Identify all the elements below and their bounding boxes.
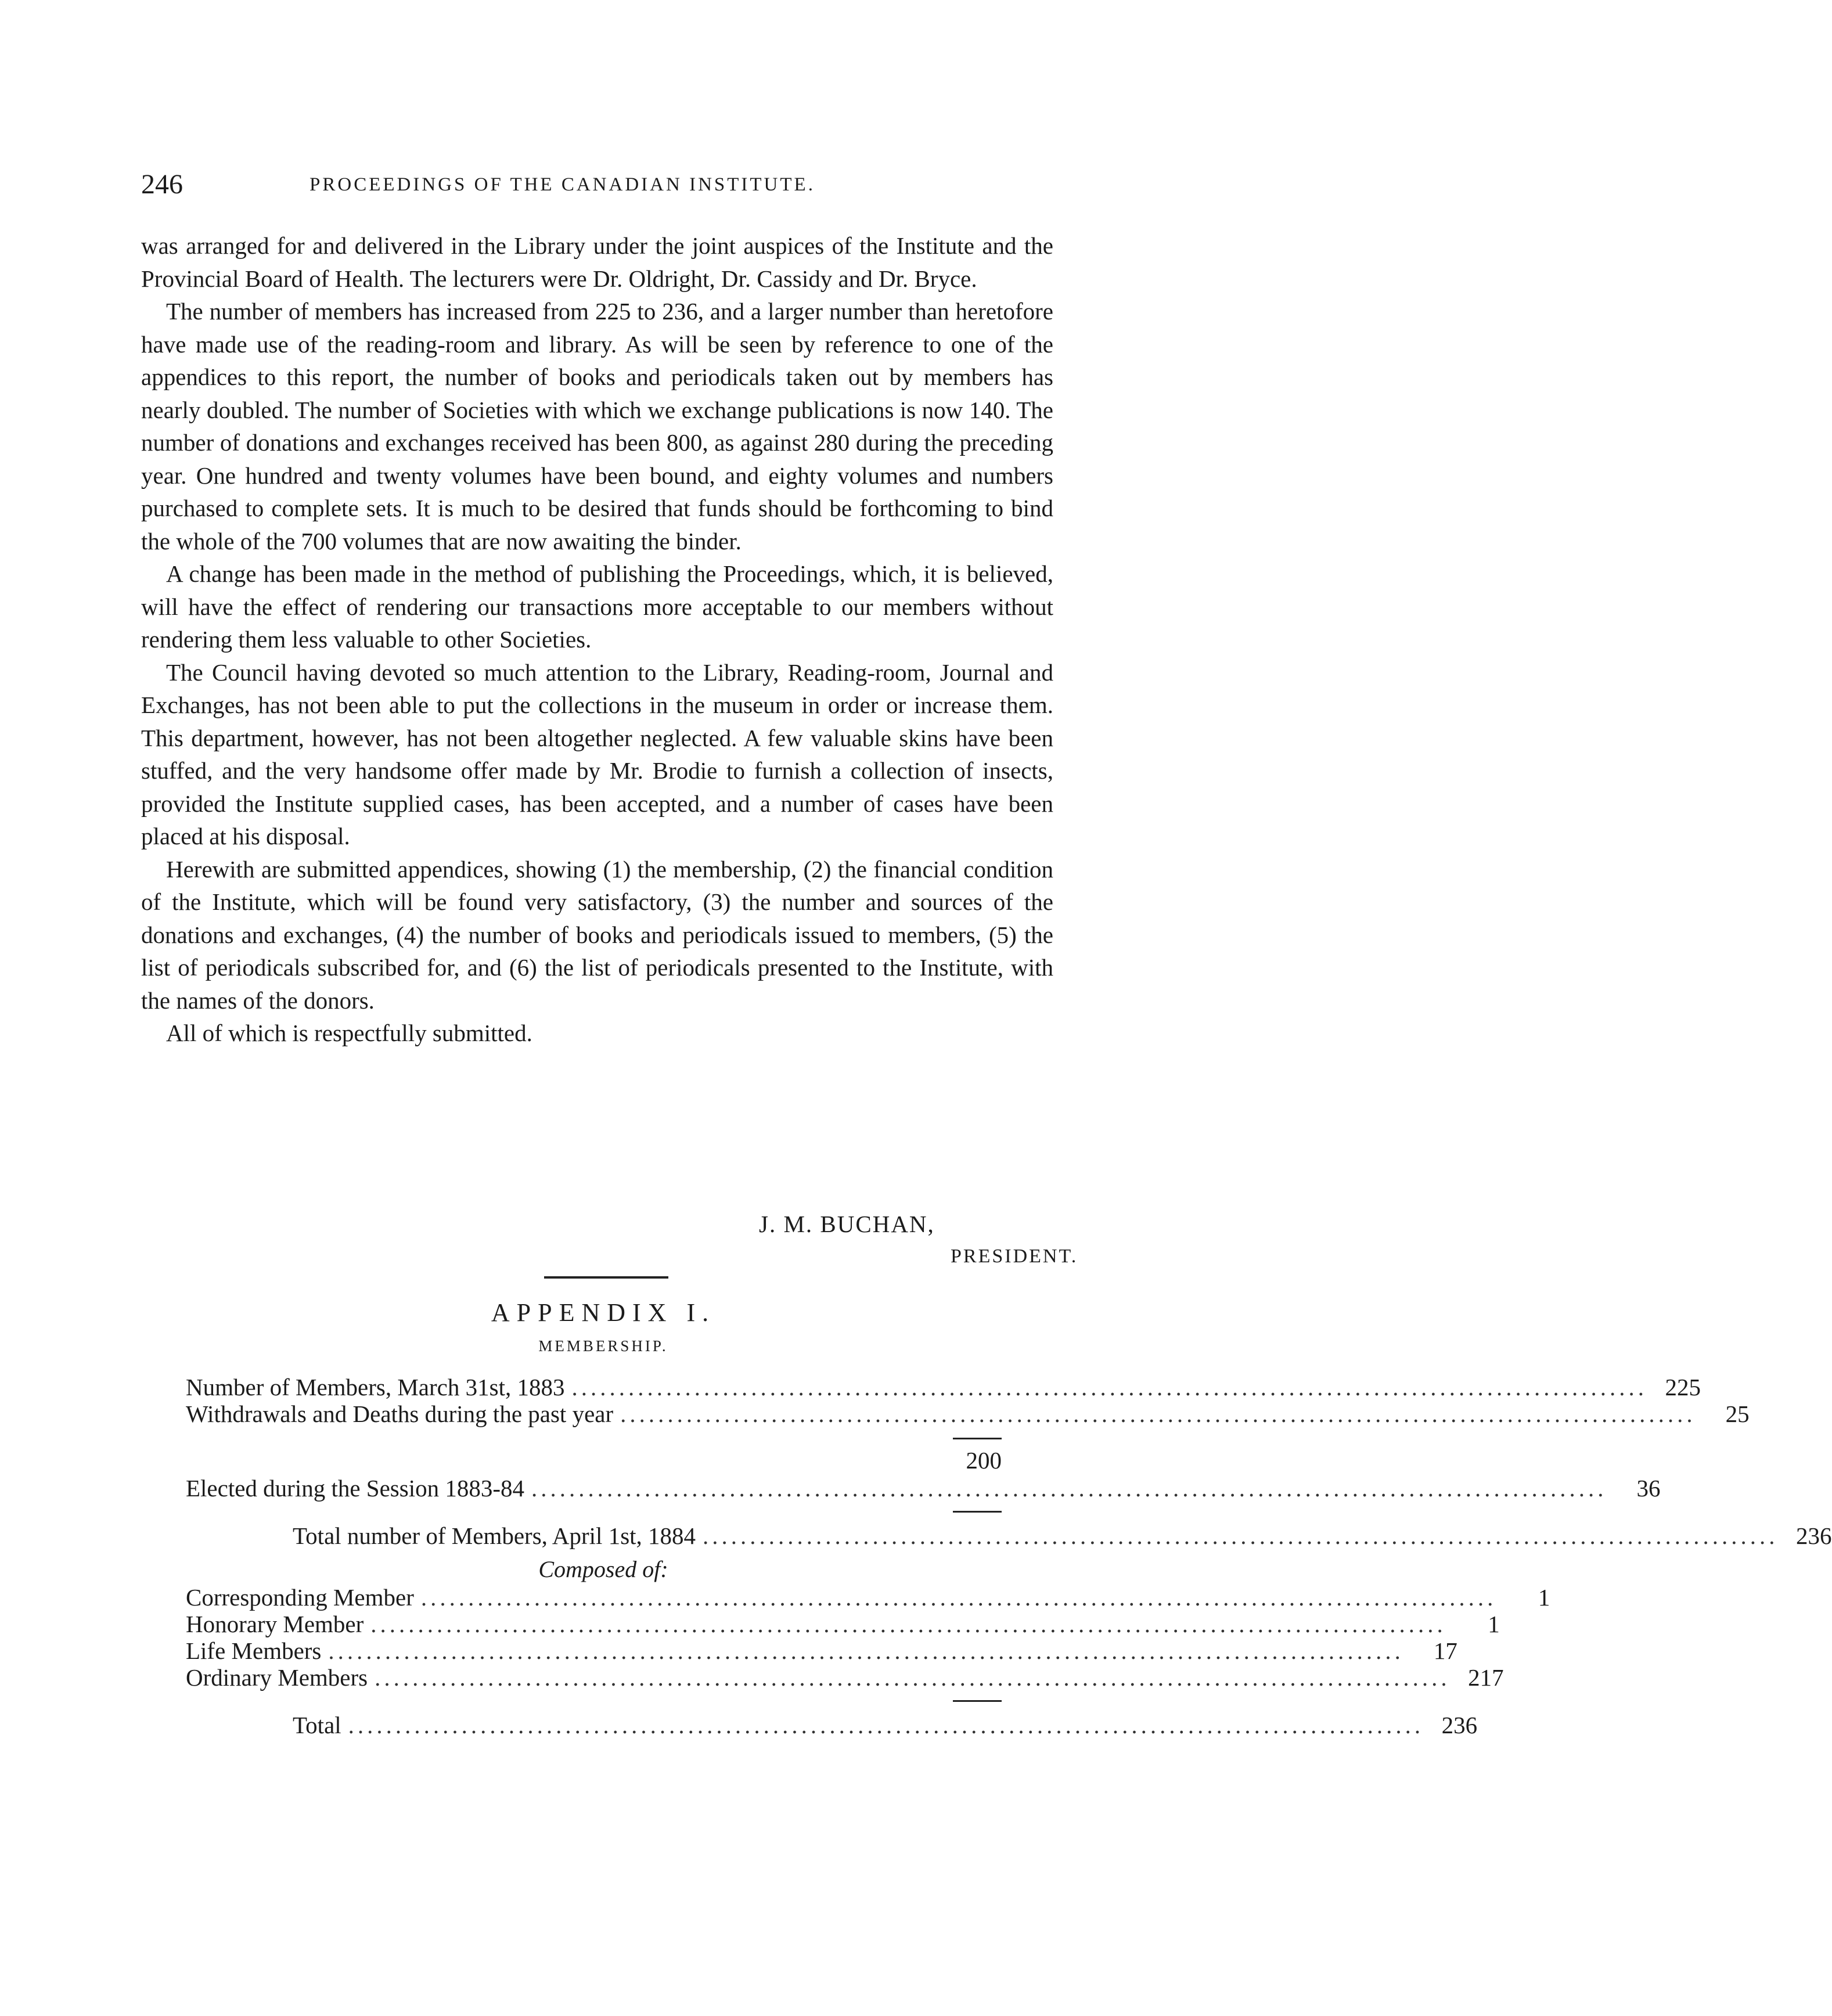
table-row	[186, 1401, 1750, 1427]
row-value: 1	[1488, 1611, 1500, 1637]
leader-dots: ..................................................................................................................	[328, 1637, 1404, 1664]
leader-dots: ..................................................................................................................	[571, 1374, 1647, 1401]
row-label: Total number of Members, April 1st, 1884	[293, 1522, 696, 1549]
paragraph-1: was arranged for and delivered in the Library under the joint auspices of the Institute and the Provincial Board of Health. The lecturers were Dr. Oldright, Dr. Cassidy and Dr. Bryce.	[141, 232, 1053, 292]
table-row	[293, 1712, 1478, 1738]
row-label: Honorary Member	[186, 1611, 364, 1637]
appendix-subtitle: MEMBERSHIP.	[538, 1337, 668, 1355]
row-value: 36	[1636, 1475, 1661, 1502]
row-value: 217	[1468, 1664, 1504, 1691]
composed-of-label: Composed of:	[538, 1556, 668, 1582]
table-row	[186, 1637, 1457, 1664]
row-value: 236	[1441, 1712, 1478, 1738]
signature-block	[759, 1208, 1078, 1267]
leader-dots: ..................................................................................................................	[348, 1712, 1424, 1738]
running-title: PROCEEDINGS OF THE CANADIAN INSTITUTE.	[309, 174, 815, 195]
row-label: Life Members	[186, 1637, 322, 1664]
table-row	[186, 1584, 1550, 1611]
leader-dots: ..................................................................................................................	[370, 1611, 1446, 1637]
signatory-name: J. M. BUCHAN,	[759, 1211, 935, 1237]
section-divider	[544, 1276, 668, 1279]
row-value: 1	[1538, 1584, 1550, 1611]
leader-dots: ..................................................................................................................	[420, 1584, 1497, 1611]
row-label: Total	[293, 1712, 341, 1738]
leader-dots: ..................................................................................................................	[531, 1475, 1607, 1502]
row-value: 25	[1725, 1401, 1750, 1427]
table-row	[293, 1522, 1832, 1549]
leader-dots: ..................................................................................................................	[703, 1522, 1779, 1549]
report-body	[141, 229, 1053, 1050]
row-label: Corresponding Member	[186, 1584, 414, 1611]
table-row	[186, 1475, 1661, 1502]
page-number: 246	[141, 169, 183, 200]
table-row	[186, 1664, 1504, 1691]
leader-dots: ..................................................................................................................	[620, 1401, 1696, 1427]
row-value: 17	[1433, 1637, 1457, 1664]
row-label: Withdrawals and Deaths during the past year	[186, 1401, 614, 1427]
sum-rule	[953, 1700, 1002, 1702]
sum-rule	[953, 1511, 1002, 1513]
table-row	[186, 1611, 1500, 1637]
paragraph-4: The Council having devoted so much attention to the Library, Reading-room, Journal and Exchanges, has not been able to put the collections in the museum in order or increase them. This department, however, has not been altogether neglected. A few valuable skins have been stuffed, and the very handsome offer made by Mr. Brodie to furnish a collection of insects, provided the Institute supplied cases, has been accepted, and a number of cases have been placed at his disposal.	[141, 658, 1053, 849]
subtotal-value: 200	[966, 1447, 1002, 1474]
row-label: Number of Members, March 31st, 1883	[186, 1374, 565, 1401]
paragraph-3: A change has been made in the method of publishing the Proceedings, which, it is believed, will have the effect of rendering our transactions more acceptable to our members without rendering them less valuable to other Societies.	[141, 560, 1053, 653]
row-label: Elected during the Session 1883-84	[186, 1475, 525, 1502]
paragraph-5: Herewith are submitted appendices, showing (1) the membership, (2) the financial condition of the Institute, which will be found very satisfactory, (3) the number and sources of the donations and exchanges, (4) the number of books and periodicals issued to members, (5) the list of periodicals subscribed for, and (6) the list of periodicals presented to the Institute, with the names of the donors.	[141, 855, 1053, 1014]
paragraph-6: All of which is respectfully submitted.	[166, 1020, 532, 1046]
table-row	[186, 1374, 1701, 1401]
row-value: 236	[1796, 1522, 1832, 1549]
signatory-title: PRESIDENT.	[951, 1245, 1078, 1267]
appendix-title: APPENDIX I.	[491, 1298, 716, 1327]
row-label: Ordinary Members	[186, 1664, 368, 1691]
sum-rule	[953, 1438, 1002, 1439]
leader-dots: ..................................................................................................................	[375, 1664, 1451, 1691]
paragraph-2: The number of members has increased from 225 to 236, and a larger number than heretofore have made use of the reading-room and library. As will be seen by reference to one of the appendices to this report, the number of books and periodicals taken out by members has nearly doubled. The number of Societies with which we exchange publications is now 140. The number of donations and exchanges received has been 800, as against 280 during the preceding year. One hundred and twenty volumes have been bound, and eighty volumes and numbers purchased to complete sets. It is much to be desired that funds should be forthcoming to bind the whole of the 700 volumes that are now awaiting the binder.	[141, 298, 1053, 555]
row-value: 225	[1665, 1374, 1701, 1401]
